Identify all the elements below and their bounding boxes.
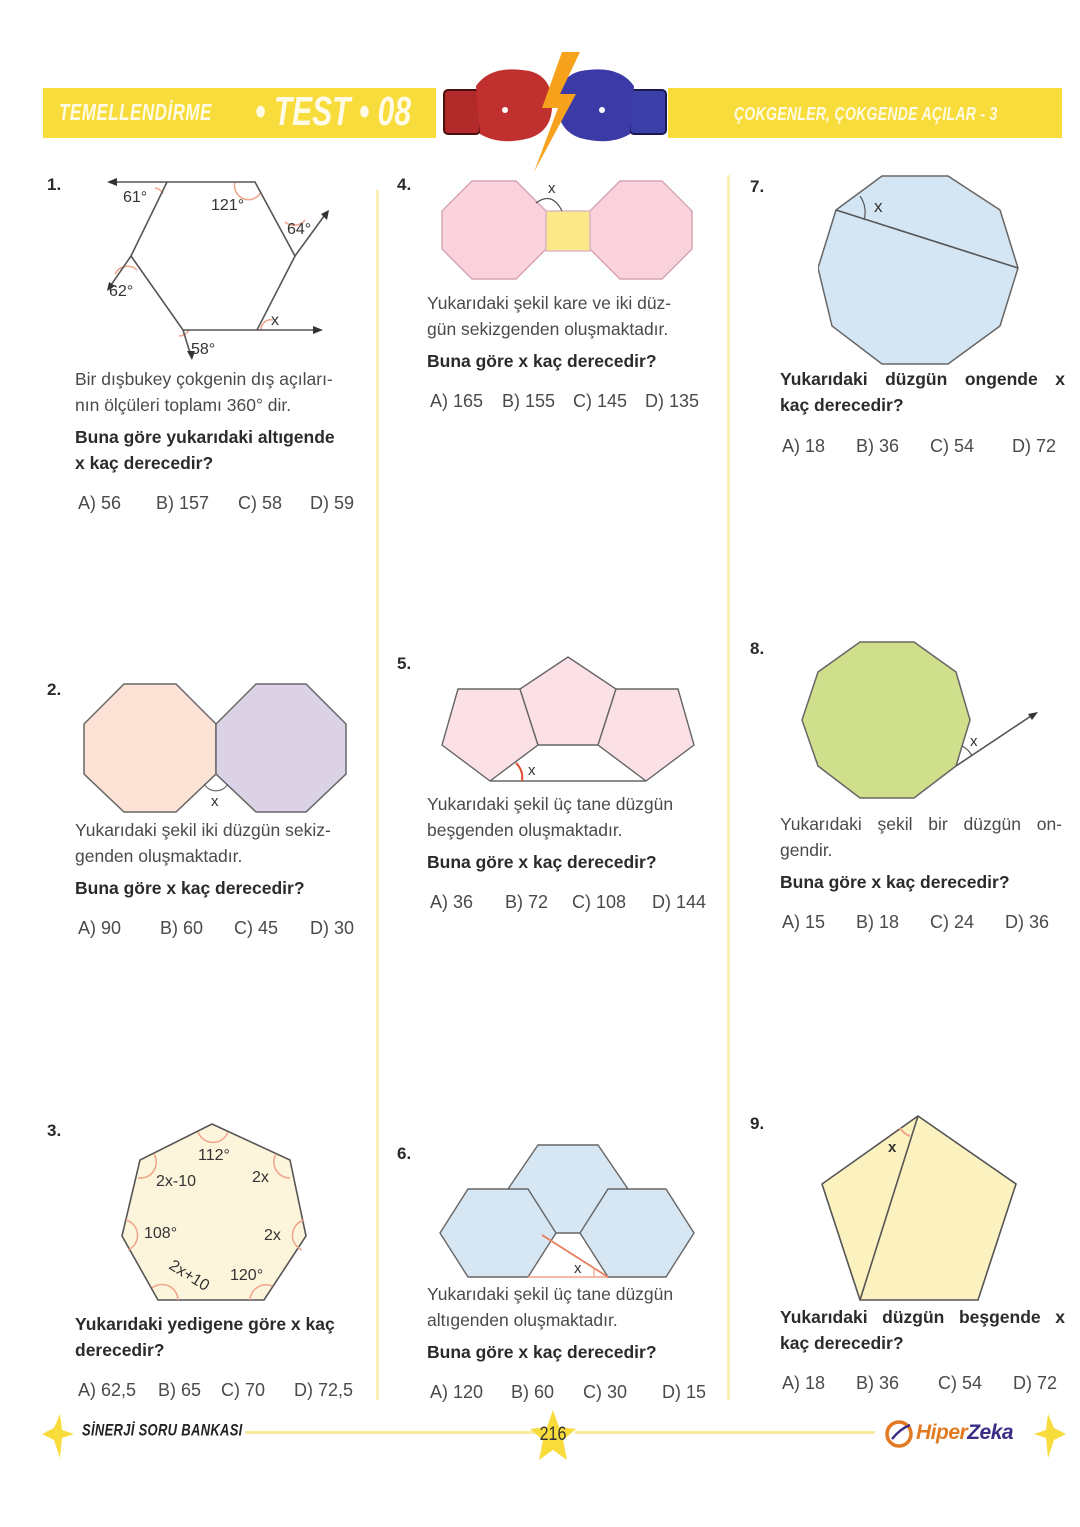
boxing-gloves-icon: [430, 50, 680, 175]
question-number: 3.: [47, 1121, 62, 1140]
star-icon: [40, 1414, 74, 1458]
angle-label: 121°: [211, 197, 245, 214]
question-prompt: Buna göre x kaç derecedir?: [427, 1342, 657, 1362]
option-b[interactable]: B) 36: [856, 1373, 900, 1393]
question-prompt: Yukarıdaki düzgün beşgende x kaç derecedir?: [780, 1307, 1065, 1353]
heptagon-figure: [118, 1120, 308, 1305]
option-d[interactable]: D) 36: [1005, 912, 1050, 932]
option-a[interactable]: A) 56: [78, 493, 122, 513]
column-divider: [376, 190, 379, 1400]
question-number: 7.: [750, 177, 765, 196]
answer-options: [78, 1380, 353, 1401]
option-c[interactable]: C) 54: [930, 436, 975, 456]
question-number: 1.: [47, 175, 62, 194]
option-d[interactable]: D) 72: [1012, 436, 1057, 456]
angle-label: 108°: [144, 1225, 178, 1242]
footer-brand: SİNERJİ SORU BANKASI: [82, 1419, 243, 1440]
series-title: TEMELLENDİRME: [59, 99, 212, 126]
option-d[interactable]: D) 135: [645, 391, 700, 411]
hiperzeka-logo: HiperZeka: [884, 1416, 1034, 1452]
angle-label-x: x: [548, 180, 556, 197]
question-text: Yukarıdaki şekil üç tane düzgün beşgenden oluşmaktadır.: [427, 794, 674, 840]
question-prompt: Yukarıdaki yedigene göre x kaç derecedir?: [75, 1314, 335, 1360]
option-c[interactable]: C) 70: [221, 1380, 266, 1400]
footer-divider: [245, 1431, 535, 1434]
angle-label: 2x: [252, 1169, 269, 1186]
option-c[interactable]: C) 30: [583, 1382, 628, 1402]
option-c[interactable]: C) 45: [234, 918, 279, 938]
column-divider: [727, 175, 730, 1400]
option-b[interactable]: B) 155: [502, 391, 556, 411]
option-a[interactable]: A) 165: [430, 391, 484, 411]
option-c[interactable]: C) 145: [573, 391, 628, 411]
answer-options: [430, 892, 706, 913]
option-b[interactable]: B) 36: [856, 436, 900, 456]
question-text: Yukarıdaki şekil bir düzgün on- gendir.: [780, 814, 1062, 860]
question-prompt: Buna göre yukarıdaki altıgende x kaç derecedir?: [75, 427, 335, 473]
option-d[interactable]: D) 72,5: [294, 1380, 354, 1400]
question-number: 4.: [397, 175, 412, 194]
question-text: Yukarıdaki şekil üç tane düzgün altıgenden oluşmaktadır.: [427, 1284, 674, 1330]
option-a[interactable]: A) 120: [430, 1382, 484, 1402]
angle-label-x: x: [574, 1260, 582, 1277]
topic-title: ÇOKGENLER, ÇOKGENDE AÇILAR - 3: [734, 102, 998, 124]
question-text: Yukarıdaki şekil kare ve iki düz- gün sekizgenden oluşmaktadır.: [427, 293, 672, 339]
question-prompt: Buna göre x kaç derecedir?: [75, 878, 305, 898]
header-banner-right: [668, 88, 1062, 138]
question-number: 2.: [47, 680, 62, 699]
hexagon-figure: [95, 170, 335, 370]
angle-label: 120°: [230, 1267, 264, 1284]
pentagon-diagonal-figure: [820, 1114, 1020, 1304]
logo-icon: [884, 1417, 914, 1451]
option-c[interactable]: C) 108: [572, 892, 627, 912]
question-prompt: Buna göre x kaç derecedir?: [427, 852, 657, 872]
footer-divider: [575, 1431, 875, 1434]
question-prompt: Buna göre x kaç derecedir?: [780, 872, 1010, 892]
angle-label-x: x: [888, 1139, 897, 1156]
angle-label: 64°: [287, 221, 312, 238]
option-c[interactable]: C) 24: [930, 912, 975, 932]
question-text: Bir dışbukey çokgenin dış açıları- nın ölçüleri toplamı 360° dir.: [75, 369, 333, 415]
answer-options: [78, 918, 354, 939]
angle-label: 2x+10: [165, 1256, 213, 1295]
angle-label-x: x: [970, 733, 978, 750]
angle-label-x: x: [874, 197, 883, 216]
page-number: 216: [530, 1410, 576, 1460]
option-c[interactable]: C) 54: [938, 1373, 983, 1393]
option-b[interactable]: B) 65: [158, 1380, 202, 1400]
option-d[interactable]: D) 144: [652, 892, 707, 912]
two-octagons-figure: [80, 680, 350, 815]
option-d[interactable]: D) 72: [1013, 1373, 1058, 1393]
square-octagons-figure: [440, 175, 695, 285]
question-prompt: Yukarıdaki düzgün ongende x kaç derecedir?: [780, 369, 1065, 415]
option-b[interactable]: B) 18: [856, 912, 900, 932]
angle-label: 62°: [109, 283, 134, 300]
question-number: 8.: [750, 639, 765, 658]
option-b[interactable]: B) 60: [160, 918, 204, 938]
answer-options: [782, 436, 1056, 457]
option-d[interactable]: D) 15: [662, 1382, 707, 1402]
answer-options: [430, 391, 699, 412]
question-number: 5.: [397, 654, 412, 673]
three-pentagons-figure: [438, 655, 698, 785]
decagon-diagonal-figure: [818, 174, 1020, 370]
answer-options: [782, 1373, 1057, 1394]
option-a[interactable]: A) 62,5: [78, 1380, 137, 1400]
option-d[interactable]: D) 30: [310, 918, 355, 938]
header-banner-left: [43, 88, 436, 138]
angle-label: 61°: [123, 189, 148, 206]
option-a[interactable]: A) 18: [782, 1373, 826, 1393]
angle-label: 58°: [191, 341, 216, 358]
question-prompt: Buna göre x kaç derecedir?: [427, 351, 657, 371]
test-label: • TEST • 08: [255, 90, 412, 135]
answer-options: [430, 1382, 706, 1403]
question-text: Yukarıdaki şekil iki düzgün sekiz- genden oluşmaktadır.: [75, 820, 331, 866]
option-a[interactable]: A) 18: [782, 436, 826, 456]
option-d[interactable]: D) 59: [310, 493, 355, 513]
angle-label-x: x: [528, 762, 536, 779]
question-number: 9.: [750, 1114, 765, 1133]
option-a[interactable]: A) 36: [430, 892, 474, 912]
option-a[interactable]: A) 90: [78, 918, 122, 938]
answer-options: [782, 912, 1049, 933]
decagon-extended-figure: [800, 640, 1045, 805]
star-icon: [1034, 1414, 1068, 1458]
option-b[interactable]: B) 72: [505, 892, 549, 912]
angle-label-x: x: [271, 312, 279, 329]
question-number: 6.: [397, 1144, 412, 1163]
option-b[interactable]: B) 157: [156, 493, 210, 513]
angle-label: 2x: [264, 1227, 281, 1244]
three-hexagons-figure: [438, 1143, 698, 1283]
angle-label: 2x-10: [156, 1173, 197, 1190]
angle-label-x: x: [211, 793, 219, 810]
option-b[interactable]: B) 60: [511, 1382, 555, 1402]
option-c[interactable]: C) 58: [238, 493, 283, 513]
option-a[interactable]: A) 15: [782, 912, 826, 932]
angle-label: 112°: [198, 1147, 230, 1164]
answer-options: [78, 493, 354, 514]
